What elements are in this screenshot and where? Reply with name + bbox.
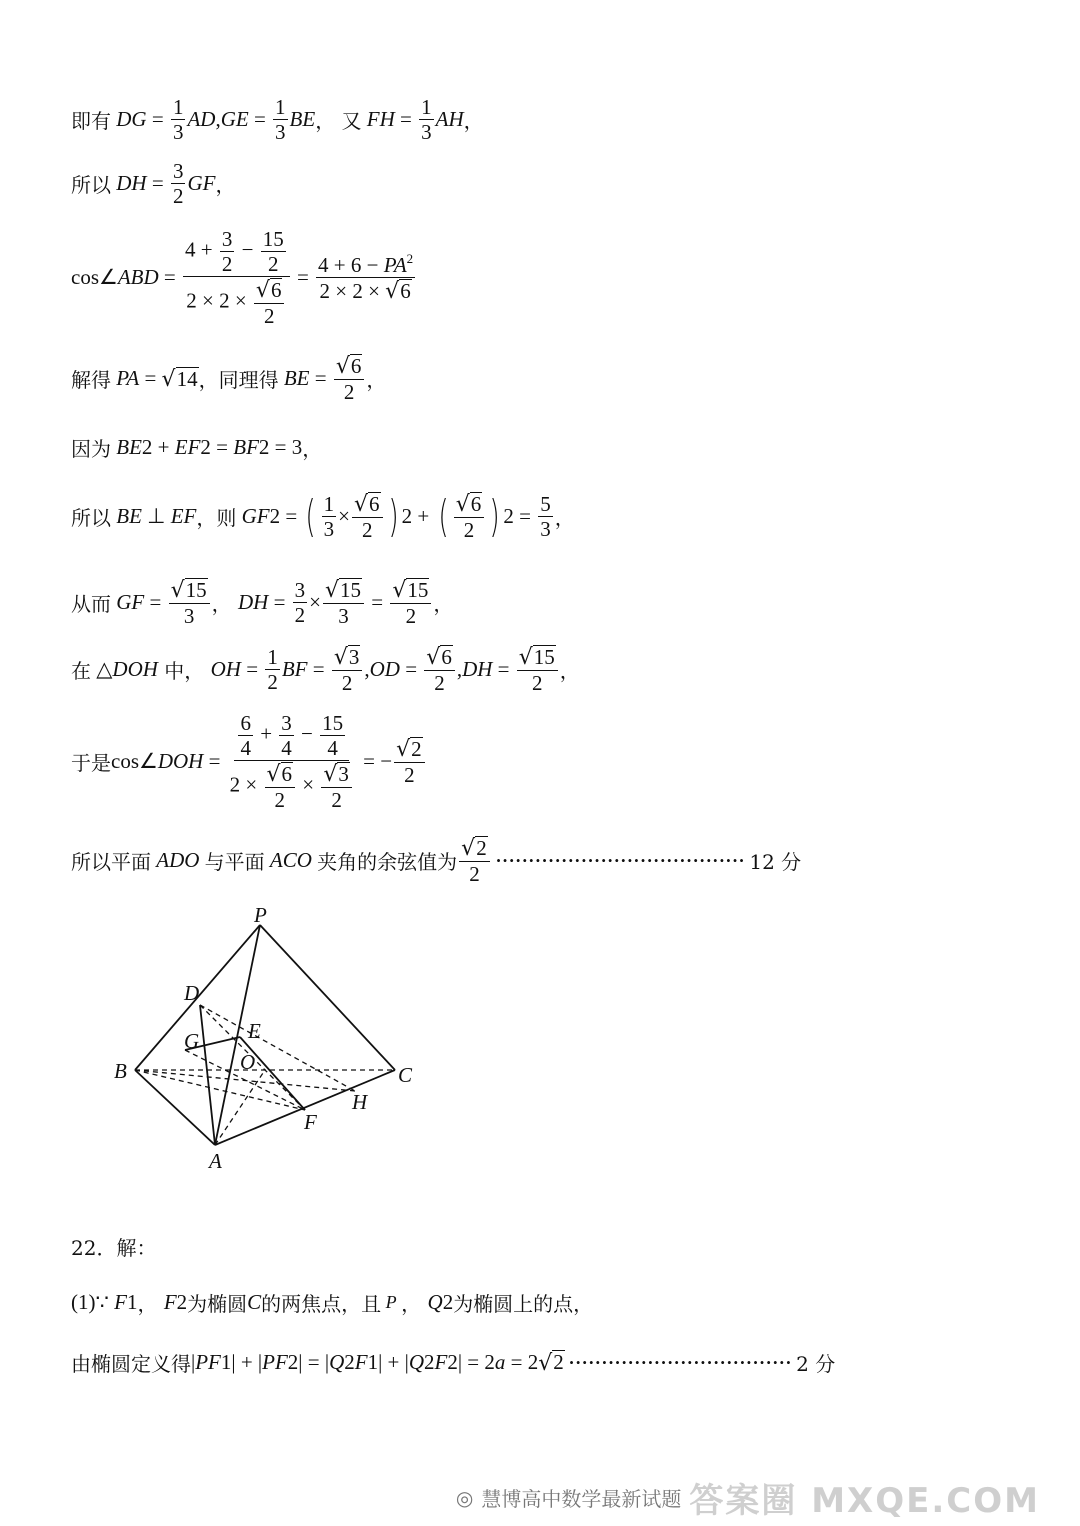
line-gf-squared: 所以 BE ⊥ EF ， 则 GF 2 = ( $\frac{1}{3}$ × √ 6 2 ) 2 + ( √ 6 2 ) 2 = $\frac{5}{3}$ ， [71, 490, 575, 543]
label-H: H [352, 1090, 368, 1114]
geometry-figure [100, 905, 440, 1180]
line-ellipse-def: 由椭圆定义得 | PF 1 | + | PF 2 | = | Q 2 F 1 | + | Q 2 F 2 | = 2 a = 2 √ 2 ·································· 2 分 [71, 1350, 836, 1376]
q22-heading [71, 1232, 156, 1261]
text-yushi: 于是 [71, 751, 111, 776]
text-def: 由椭圆定义得 [71, 1352, 191, 1376]
watermark-text: 慧博高中数学最新试题 [481, 1487, 682, 1511]
line-be-ef: 因为 BE 2 + EF 2 = BF 2 = 3 ， [71, 435, 323, 461]
text-yinwei: 因为 [71, 437, 111, 461]
label-F: F [304, 1110, 317, 1134]
text-p1-tail: 的两焦点，且 [261, 1292, 382, 1316]
text-tonglide: 同理得 [218, 368, 279, 393]
text-p1-label: (1) [71, 1290, 96, 1314]
label-D: D [184, 981, 200, 1005]
text-ze: 则 [216, 506, 237, 531]
score-2: 2 分 [796, 1352, 836, 1376]
label-B: B [114, 1059, 127, 1083]
score-12: 12 分 [749, 850, 802, 875]
wechat-icon: ◎ [455, 1485, 474, 1510]
text-zhong: 中 [164, 659, 185, 684]
text-jiajiao: 夹角的余弦值为 [317, 850, 458, 875]
text-suoyi-2: 所以 [71, 506, 111, 531]
text-p1-end: 为椭圆上的点， [453, 1292, 594, 1316]
text-suoyi: 所以 [71, 173, 111, 198]
text-congr: 从而 [71, 592, 111, 617]
text-p1-mid: 为椭圆 [187, 1292, 248, 1316]
line-dh: 所以 DH = $\frac{3}{2}$ GF ， [71, 159, 236, 209]
label-A: A [209, 1149, 222, 1173]
text-conclusion: 所以平面 [71, 850, 151, 875]
text-jiyou: 即有 [71, 109, 111, 134]
text-q22: 22．解： [71, 1236, 157, 1260]
text-yu-pingmian: 与平面 [204, 850, 265, 875]
line-pa: 解得 PA = √ 14 ， 同理得 BE = √ 6 2 ， [71, 354, 387, 405]
text-zai: 在 [71, 659, 91, 684]
label-P: P [254, 905, 267, 927]
line-conclusion: 所以平面 ADO 与平面 ACO 夹角的余弦值为 √ 2 2 ······································ 12 分 [71, 836, 802, 887]
line-gf-dh: 从而 GF = √ 15 3 ， DH = $\frac{3}{2}$ × √ 15 3 = √ 15 2 ， [71, 578, 454, 629]
label-C: C [398, 1063, 413, 1087]
line-cos-doh: 于是 cos∠ DOH = $\frac{6}{4}$ + $\frac{3}{4}$ − $\frac{15}{4}$ 2 × √ 6 2 × √ 3 2 = − √ 2 2 [71, 712, 427, 811]
label-E: E [248, 1019, 261, 1043]
pyramid-diagram [100, 905, 440, 1175]
line-doh: 在 △ DOH 中 ， OH = $\frac{1}{2}$ BF = √ 3 2 , OD = √ 6 2 , DH = √ 15 2 ， [71, 645, 580, 696]
watermark-logo: 答案圈 MXQE.COM [689, 1481, 1040, 1521]
line-p1: (1) ∵ F 1 ， F 2 为椭圆 C 的两焦点，且 P ， Q 2 为椭圆上的点， [71, 1290, 594, 1316]
label-O: O [240, 1050, 256, 1074]
watermark [456, 1473, 1040, 1522]
label-G: G [184, 1029, 200, 1053]
line-cos-abd: cos∠ ABD = 4 + $\frac{3}{2}$ − $\frac{15}{2}$ 2 × 2 × √ 6 2 = $4 + 6 - PA^2$ 2 × 2 × √ 6 [71, 227, 414, 329]
text-you: 又 [341, 109, 362, 134]
text-jiede: 解得 [71, 368, 111, 393]
line-dg-ge: 即有 DG = $\frac{1}{3}$ AD , GE = $\frac{1}{3}$ BE ， 又 FH = $\frac{1}{3}$ AH ， [71, 95, 484, 145]
